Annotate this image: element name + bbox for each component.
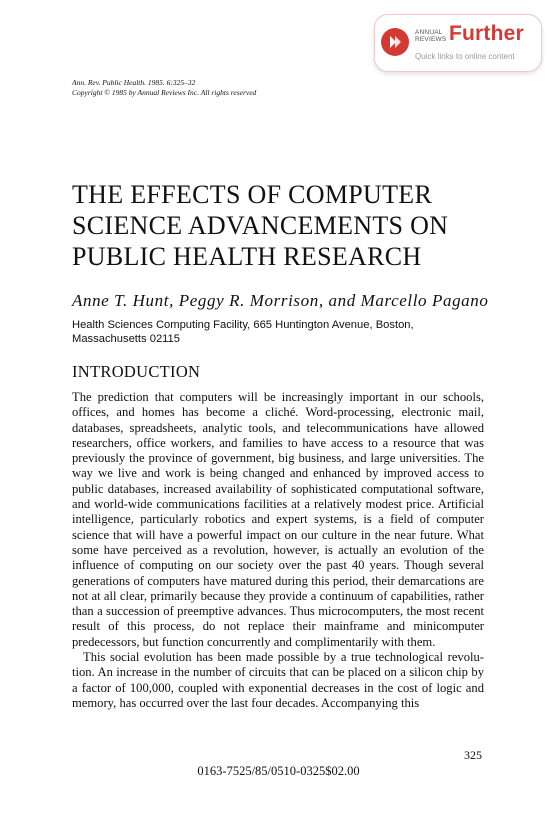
article-title: [72, 179, 512, 272]
forward-arrow-icon: [381, 28, 409, 56]
journal-citation: [72, 78, 256, 98]
title-line: THE EFFECTS OF COMPUTER: [72, 180, 433, 209]
title-line: SCIENCE ADVANCEMENTS ON: [72, 211, 449, 240]
citation-line: Ann. Rev. Public Health. 1985. 6:325–32: [72, 78, 196, 87]
publication-code: 0163-7525/85/0510-0325$02.00: [197, 764, 360, 778]
paragraph: This social evolution has been made possible by a true technological revolution. An increase in the number of circuits that can be placed on a silicon chip by a factor of 100,000, coupled with exponential decreases in the cost of logic and memory, has occurred over the last four decades. Accompanying this: [72, 650, 484, 710]
title-line: PUBLIC HEALTH RESEARCH: [72, 242, 422, 271]
paragraph: The prediction that computers will be increasingly important in our schools, offices, and homes has become a cliché. Word-processing, electronic mail, databases, spreadsheets, analytic tools, and telecommunications have allowed researchers, office workers, and families to have access to a resource that was previously the province of government, big business, and large universities. The way we live and work is being changed and enhanced by improved access to public databases, increased availability of sophisticated computational software, and world-wide communications facilities at a relatively modest price. Artificial intelligence, particularly robotics and expert systems, is a field of computer science that will have a powerful impact on our culture in the near future. What some have perceived as a revolution, however, is actually an evolution of the influence of computing on our society over the past 40 years. Though several generations of computers have matured during this period, their demarcations are not at all clear, primarily because they provide a continuum of capabilities, rather than a succession of preemptive advances. Thus microcomputers, the most recent result of this process, do not replace their mainframe and minicomputer predecessors, but function concurrently and complimentarily with them.: [72, 390, 484, 649]
reviews-label: REVIEWS: [415, 36, 447, 43]
author-list: Anne T. Hunt, Peggy R. Morrison, and Marcello Pagano: [72, 291, 489, 310]
annual-reviews-logo: [415, 29, 446, 43]
further-label: Further: [449, 22, 524, 45]
annual-label: ANNUAL: [415, 29, 443, 36]
annual-reviews-further-badge[interactable]: [374, 14, 542, 72]
body-text: [72, 390, 484, 711]
section-heading: INTRODUCTION: [72, 362, 201, 381]
copyright-line: Copyright © 1985 by Annual Reviews Inc. All rights reserved: [72, 88, 257, 97]
page-number: 325: [464, 748, 482, 762]
author-affiliation: Health Sciences Computing Facility, 665 Huntington Avenue, Boston, Massachusetts 02115: [72, 319, 414, 345]
quick-links-tagline: Quick links to online content: [415, 52, 515, 61]
